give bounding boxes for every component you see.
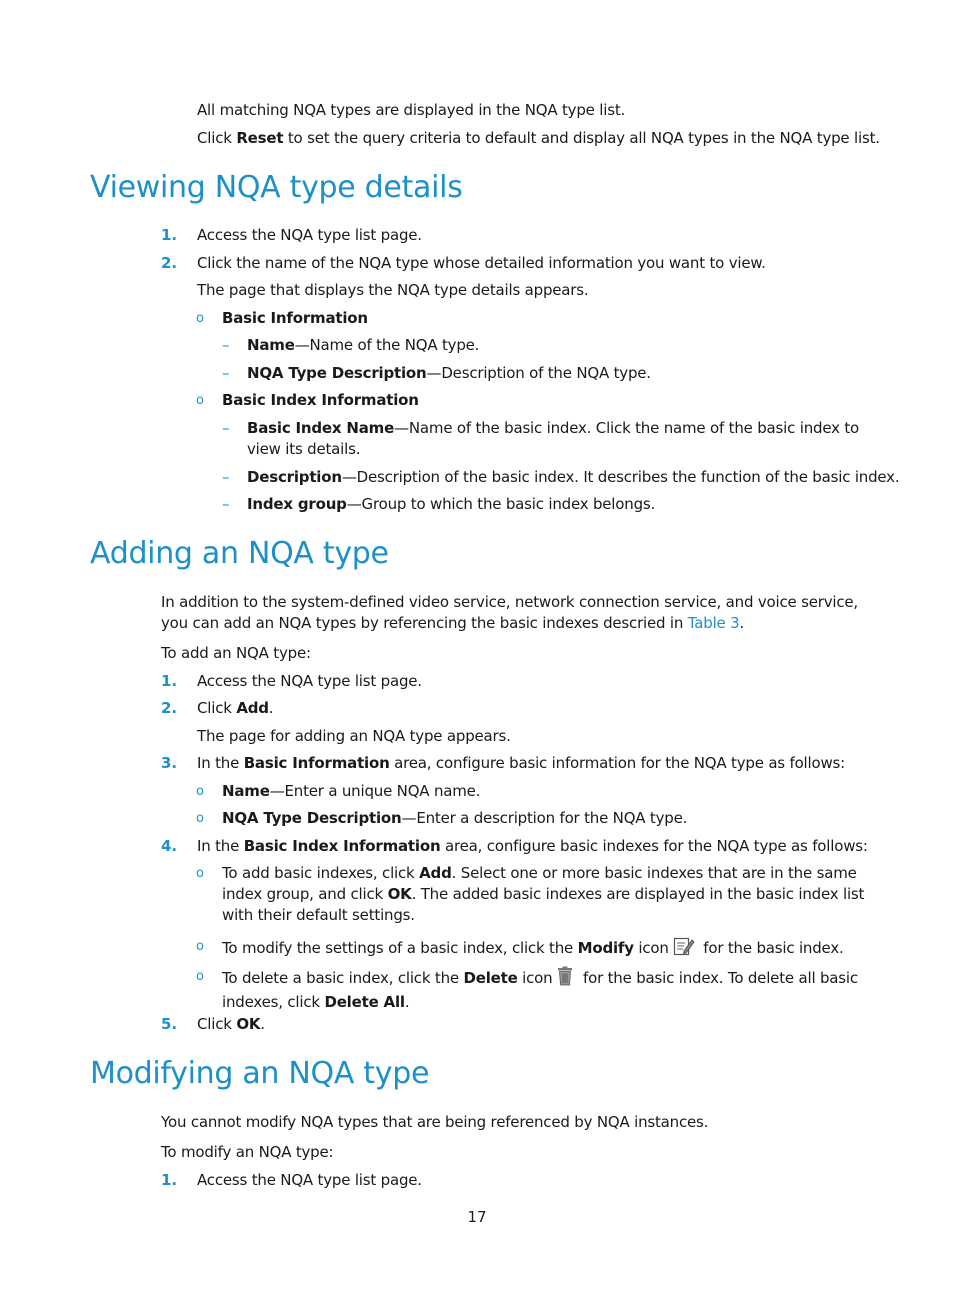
list-item: To modify the settings of a basic index, click the Modify icon for the basic index.	[222, 936, 844, 962]
table-3-link[interactable]: Table 3	[687, 614, 740, 632]
bullet-dash: –	[222, 468, 230, 486]
bullet-circle: o	[196, 811, 204, 826]
list-item: Name—Enter a unique NQA name.	[222, 782, 481, 800]
bullet-dash: –	[222, 495, 230, 513]
bullet-circle: o	[196, 969, 204, 984]
bullet-dash: –	[222, 364, 230, 382]
bullet-dash: –	[222, 419, 230, 437]
bullet-circle: o	[196, 939, 204, 954]
step-number: 1.	[161, 672, 178, 690]
step-text: In the Basic Information area, configure basic information for the NQA type as follows:	[197, 754, 846, 772]
page-number: 17	[467, 1208, 487, 1226]
step-text: Access the NQA type list page.	[197, 226, 422, 244]
intro-text: All matching NQA types are displayed in the NQA type list.	[197, 101, 626, 119]
step-number: 2.	[161, 254, 178, 272]
bullet-dash: –	[222, 336, 230, 354]
adding-lead: To add an NQA type:	[161, 644, 311, 662]
step-note: The page for adding an NQA type appears.	[197, 727, 511, 745]
step-text: Click the name of the NQA type whose detailed information you want to view.	[197, 254, 766, 272]
heading-adding: Adding an NQA type	[90, 536, 389, 571]
step-text: Click OK.	[197, 1015, 265, 1033]
list-item: Description—Description of the basic index. It describes the function of the basic index.	[247, 468, 900, 486]
step-number: 5.	[161, 1015, 178, 1033]
modifying-lead: To modify an NQA type:	[161, 1143, 334, 1161]
list-item: Basic Index Name—Name of the basic index. Click the name of the basic index to view its details.	[247, 419, 859, 458]
bullet-circle: o	[196, 393, 204, 408]
edit-icon	[673, 936, 695, 962]
trash-icon	[556, 966, 574, 992]
basic-index-information-label: Basic Index Information	[222, 391, 419, 409]
list-item: Index group—Group to which the basic index belongs.	[247, 495, 656, 513]
step-number: 2.	[161, 699, 178, 717]
intro-reset-text: Click Reset to set the query criteria to default and display all NQA types in the NQA type list.	[197, 129, 880, 147]
step-note: The page that displays the NQA type details appears.	[197, 281, 589, 299]
step-text: Access the NQA type list page.	[197, 672, 422, 690]
list-item: To delete a basic index, click the Delete icon for the basic index. To delete all basic indexes, click Delete All.	[222, 966, 867, 1013]
heading-modifying: Modifying an NQA type	[90, 1056, 430, 1091]
bullet-circle: o	[196, 866, 204, 881]
heading-viewing: Viewing NQA type details	[90, 170, 463, 205]
list-item: NQA Type Description—Description of the NQA type.	[247, 364, 651, 382]
bullet-circle: o	[196, 784, 204, 799]
step-number: 3.	[161, 754, 178, 772]
step-text: In the Basic Index Information area, configure basic indexes for the NQA type as follows:	[197, 837, 868, 855]
step-text: Click Add.	[197, 699, 274, 717]
step-number: 1.	[161, 226, 178, 244]
list-item: NQA Type Description—Enter a description for the NQA type.	[222, 809, 688, 827]
step-text: Access the NQA type list page.	[197, 1171, 422, 1189]
bullet-circle: o	[196, 311, 204, 326]
step-number: 4.	[161, 837, 178, 855]
list-item: To add basic indexes, click Add. Select one or more basic indexes that are in the same index group, and click OK. The added basic indexes are displayed in the basic index list with their default settings.	[222, 864, 865, 924]
adding-intro: In addition to the system-defined video service, network connection service, and voice service, you can add an NQA types by referencing the basic indexes descried in Table 3.	[161, 593, 859, 632]
list-item: Name—Name of the NQA type.	[247, 336, 480, 354]
step-number: 1.	[161, 1171, 178, 1189]
modifying-intro: You cannot modify NQA types that are being referenced by NQA instances.	[161, 1113, 709, 1131]
basic-information-label: Basic Information	[222, 309, 368, 327]
